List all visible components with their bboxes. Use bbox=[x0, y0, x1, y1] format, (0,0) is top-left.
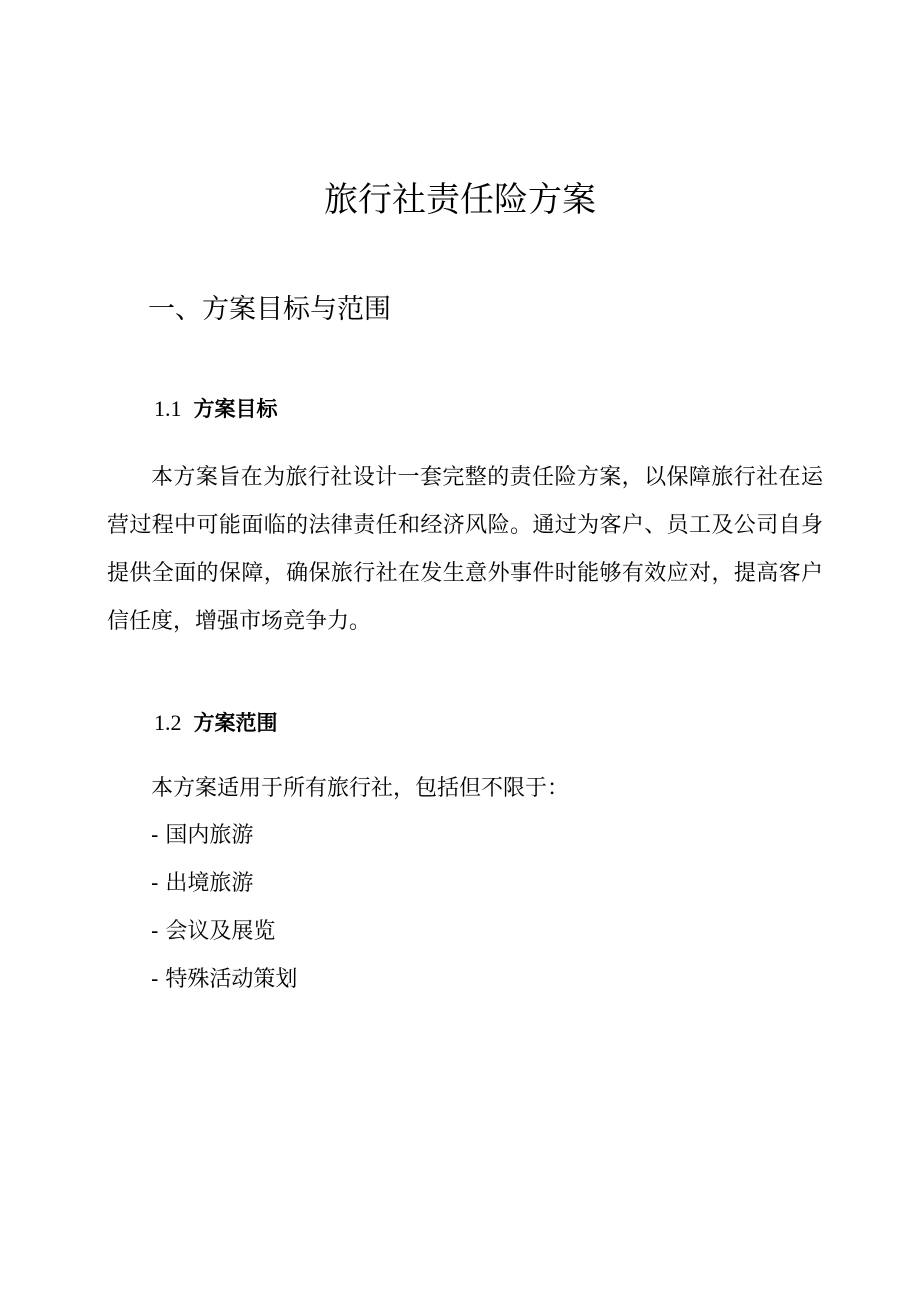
subsection-title: 方案范围 bbox=[193, 711, 278, 735]
scope-intro: 本方案适用于所有旅行社，包括但不限于： bbox=[151, 776, 570, 801]
subsection-heading-scope bbox=[154, 707, 278, 737]
section-heading: 一、方案目标与范围 bbox=[148, 294, 391, 325]
list-item: - 特殊活动策划 bbox=[151, 967, 298, 992]
list-item: - 国内旅游 bbox=[151, 823, 254, 848]
document-title: 旅行社责任险方案 bbox=[324, 180, 596, 220]
subsection-title: 方案目标 bbox=[193, 397, 278, 421]
goal-paragraph: 本方案旨在为旅行社设计一套完整的责任险方案，以保障旅行社在运营过程中可能面临的法律责任和经济风险。通过为客户、员工及公司自身提供全面的保障，确保旅行社在发生意外事件时能够有效应对，提高客户信任度，增强市场竞争力。 bbox=[107, 465, 823, 634]
subsection-number: 1.2 bbox=[154, 710, 182, 735]
subsection-number: 1.1 bbox=[154, 396, 182, 421]
list-item: - 会议及展览 bbox=[151, 919, 276, 944]
subsection-heading-goal bbox=[154, 393, 278, 423]
list-item: - 出境旅游 bbox=[151, 871, 254, 896]
scope-list bbox=[151, 820, 297, 1012]
